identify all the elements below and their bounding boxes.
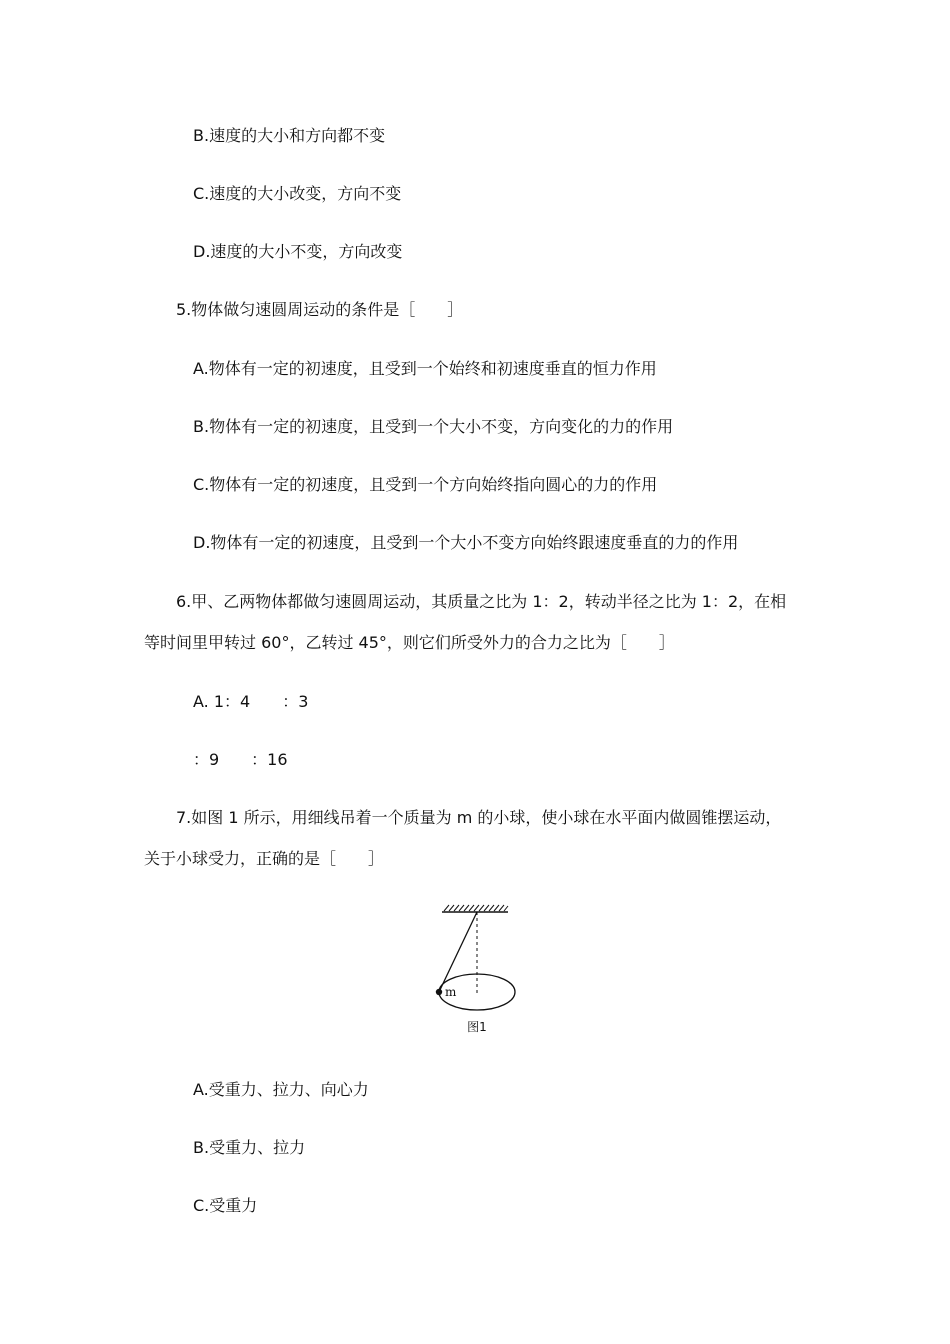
q7-stem-line1: 7.如图 1 所示，用细线吊着一个质量为 m 的小球，使小球在水平面内做圆锥摆运动，: [176, 808, 782, 827]
q6-options-line1: A. 1：4 ：3: [193, 692, 309, 711]
q7-option-b: B.受重力、拉力: [193, 1138, 306, 1157]
conical-pendulum-figure: [430, 898, 530, 1038]
q5-option-a: A.物体有一定的初速度，且受到一个始终和初速度垂直的恒力作用: [193, 359, 657, 378]
q5-option-b: B.物体有一定的初速度，且受到一个大小不变，方向变化的力的作用: [193, 417, 674, 436]
q7-option-a: A.受重力、拉力、向心力: [193, 1080, 369, 1099]
q6-options-line2: ：9 ：16: [193, 750, 288, 769]
ball: [436, 989, 442, 995]
q6-stem-line1: 6.甲、乙两物体都做匀速圆周运动，其质量之比为 1：2，转动半径之比为 1：2，在相: [176, 592, 787, 611]
q5-option-d: D.物体有一定的初速度，且受到一个大小不变方向始终跟速度垂直的力的作用: [193, 533, 739, 552]
q6-stem-line2: 等时间里甲转过 60°，乙转过 45°，则它们所受外力的合力之比为［ ］: [144, 633, 675, 652]
figure-caption: 图1: [467, 1020, 487, 1034]
q5-option-c: C.物体有一定的初速度，且受到一个方向始终指向圆心的力的作用: [193, 475, 658, 494]
mass-label: m: [445, 985, 457, 999]
q7-option-c: C.受重力: [193, 1196, 258, 1215]
string-line: [439, 912, 477, 992]
q4-option-d: D.速度的大小不变，方向改变: [193, 242, 403, 261]
q5-stem: 5.物体做匀速圆周运动的条件是［ ］: [176, 300, 464, 319]
q7-stem-line2: 关于小球受力，正确的是［ ］: [144, 849, 385, 868]
q4-option-b: B.速度的大小和方向都不变: [193, 126, 386, 145]
ceiling-hatch: [442, 905, 508, 912]
q4-option-c: C.速度的大小改变，方向不变: [193, 184, 402, 203]
